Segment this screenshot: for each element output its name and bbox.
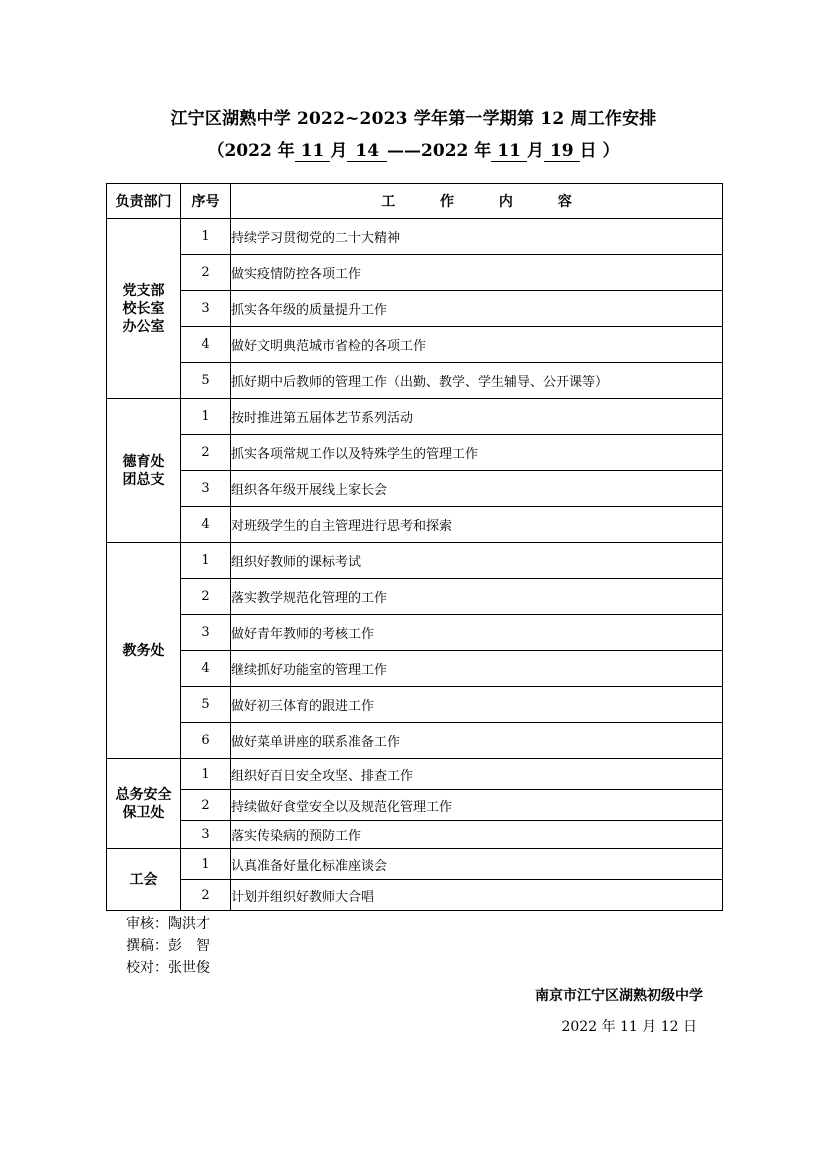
date-range bbox=[0, 136, 827, 162]
item-content: 继续抓好功能室的管理工作 bbox=[231, 651, 723, 687]
table-row bbox=[107, 543, 723, 579]
table-row bbox=[107, 255, 723, 291]
drafter-signature: 撰稿：彭 智 bbox=[126, 938, 210, 954]
header-department: 负责部门 bbox=[107, 184, 181, 219]
item-number: 2 bbox=[181, 880, 231, 911]
item-number: 5 bbox=[181, 687, 231, 723]
department-line: 党支部 bbox=[122, 282, 165, 299]
header-content: 工 作 内 容 bbox=[231, 184, 723, 219]
item-content: 抓实各项常规工作以及特殊学生的管理工作 bbox=[231, 435, 723, 471]
department-labor-union bbox=[107, 849, 181, 911]
item-content: 抓好期中后教师的管理工作（出勤、教学、学生辅导、公开课等） bbox=[231, 363, 723, 399]
item-number: 4 bbox=[181, 651, 231, 687]
table-row bbox=[107, 471, 723, 507]
table-row bbox=[107, 651, 723, 687]
item-number: 3 bbox=[181, 471, 231, 507]
item-content: 持续做好食堂安全以及规范化管理工作 bbox=[231, 790, 723, 821]
item-number: 2 bbox=[181, 579, 231, 615]
department-line: 总务安全 bbox=[115, 786, 172, 803]
item-content: 按时推进第五届体艺节系列活动 bbox=[231, 399, 723, 435]
item-content: 持续学习贯彻党的二十大精神 bbox=[231, 219, 723, 255]
item-number: 2 bbox=[181, 435, 231, 471]
department-general-affairs-security bbox=[107, 759, 181, 849]
item-number: 5 bbox=[181, 363, 231, 399]
date-range-separator: ——2022 年 bbox=[387, 141, 492, 161]
item-number: 6 bbox=[181, 723, 231, 759]
end-day: 19 bbox=[544, 142, 580, 162]
item-number: 1 bbox=[181, 399, 231, 435]
item-number: 4 bbox=[181, 507, 231, 543]
table-row bbox=[107, 327, 723, 363]
item-content: 组织好教师的课标考试 bbox=[231, 543, 723, 579]
table-row bbox=[107, 363, 723, 399]
proofreader-signature: 校对：张世俊 bbox=[126, 960, 210, 976]
table-row bbox=[107, 291, 723, 327]
department-line: 办公室 bbox=[122, 318, 165, 335]
department-party-principal-office bbox=[107, 219, 181, 399]
item-number: 1 bbox=[181, 849, 231, 880]
item-content: 做好青年教师的考核工作 bbox=[231, 615, 723, 651]
item-content: 落实传染病的预防工作 bbox=[231, 821, 723, 849]
month-label-1: 月 bbox=[330, 141, 348, 161]
item-number: 4 bbox=[181, 327, 231, 363]
issue-date: 2022 年 11 月 12 日 bbox=[561, 1019, 697, 1035]
table-row bbox=[107, 821, 723, 849]
item-content: 对班级学生的自主管理进行思考和探索 bbox=[231, 507, 723, 543]
end-month: 11 bbox=[491, 142, 527, 162]
table-row bbox=[107, 615, 723, 651]
start-month: 11 bbox=[295, 142, 331, 162]
reviewer-signature: 审核：陶洪才 bbox=[126, 916, 210, 932]
document-title: 江宁区湖熟中学 2022~2023 学年第一学期第 12 周工作安排 bbox=[170, 109, 657, 129]
table-row bbox=[107, 723, 723, 759]
month-label-2: 月 bbox=[526, 141, 544, 161]
item-number: 1 bbox=[181, 759, 231, 790]
department-line: 德育处 bbox=[122, 453, 165, 470]
item-content: 计划并组织好教师大合唱 bbox=[231, 880, 723, 911]
schedule-table bbox=[106, 183, 723, 911]
table-row bbox=[107, 507, 723, 543]
item-content: 做实疫情防控各项工作 bbox=[231, 255, 723, 291]
item-content: 抓实各年级的质量提升工作 bbox=[231, 291, 723, 327]
table-row bbox=[107, 435, 723, 471]
item-number: 3 bbox=[181, 291, 231, 327]
table-row bbox=[107, 759, 723, 790]
table-header-row bbox=[107, 184, 723, 219]
item-content: 做好文明典范城市省检的各项工作 bbox=[231, 327, 723, 363]
item-number: 3 bbox=[181, 615, 231, 651]
item-content: 做好菜单讲座的联系准备工作 bbox=[231, 723, 723, 759]
item-content: 组织好百日安全攻坚、排查工作 bbox=[231, 759, 723, 790]
item-content: 组织各年级开展线上家长会 bbox=[231, 471, 723, 507]
department-line: 保卫处 bbox=[122, 804, 165, 821]
school-name: 南京市江宁区湖熟初级中学 bbox=[535, 988, 703, 1004]
department-line: 教务处 bbox=[122, 642, 165, 659]
header-number: 序号 bbox=[181, 184, 231, 219]
department-moral-education-youth-league bbox=[107, 399, 181, 543]
item-content: 认真准备好量化标准座谈会 bbox=[231, 849, 723, 880]
item-content: 做好初三体育的跟进工作 bbox=[231, 687, 723, 723]
table-row bbox=[107, 790, 723, 821]
table-row bbox=[107, 687, 723, 723]
department-line: 团总支 bbox=[122, 471, 165, 488]
start-day: 14 bbox=[347, 142, 387, 162]
item-number: 3 bbox=[181, 821, 231, 849]
date-range-close: 日 ） bbox=[579, 141, 620, 161]
department-academic-affairs bbox=[107, 543, 181, 759]
table-row bbox=[107, 219, 723, 255]
item-number: 1 bbox=[181, 219, 231, 255]
date-range-open: （2022 年 bbox=[207, 141, 295, 161]
department-line: 校长室 bbox=[122, 300, 165, 317]
item-number: 2 bbox=[181, 255, 231, 291]
table-row bbox=[107, 880, 723, 911]
item-number: 1 bbox=[181, 543, 231, 579]
table-row bbox=[107, 849, 723, 880]
table-row bbox=[107, 579, 723, 615]
item-number: 2 bbox=[181, 790, 231, 821]
item-content: 落实教学规范化管理的工作 bbox=[231, 579, 723, 615]
department-line: 工会 bbox=[129, 871, 158, 888]
table-row bbox=[107, 399, 723, 435]
